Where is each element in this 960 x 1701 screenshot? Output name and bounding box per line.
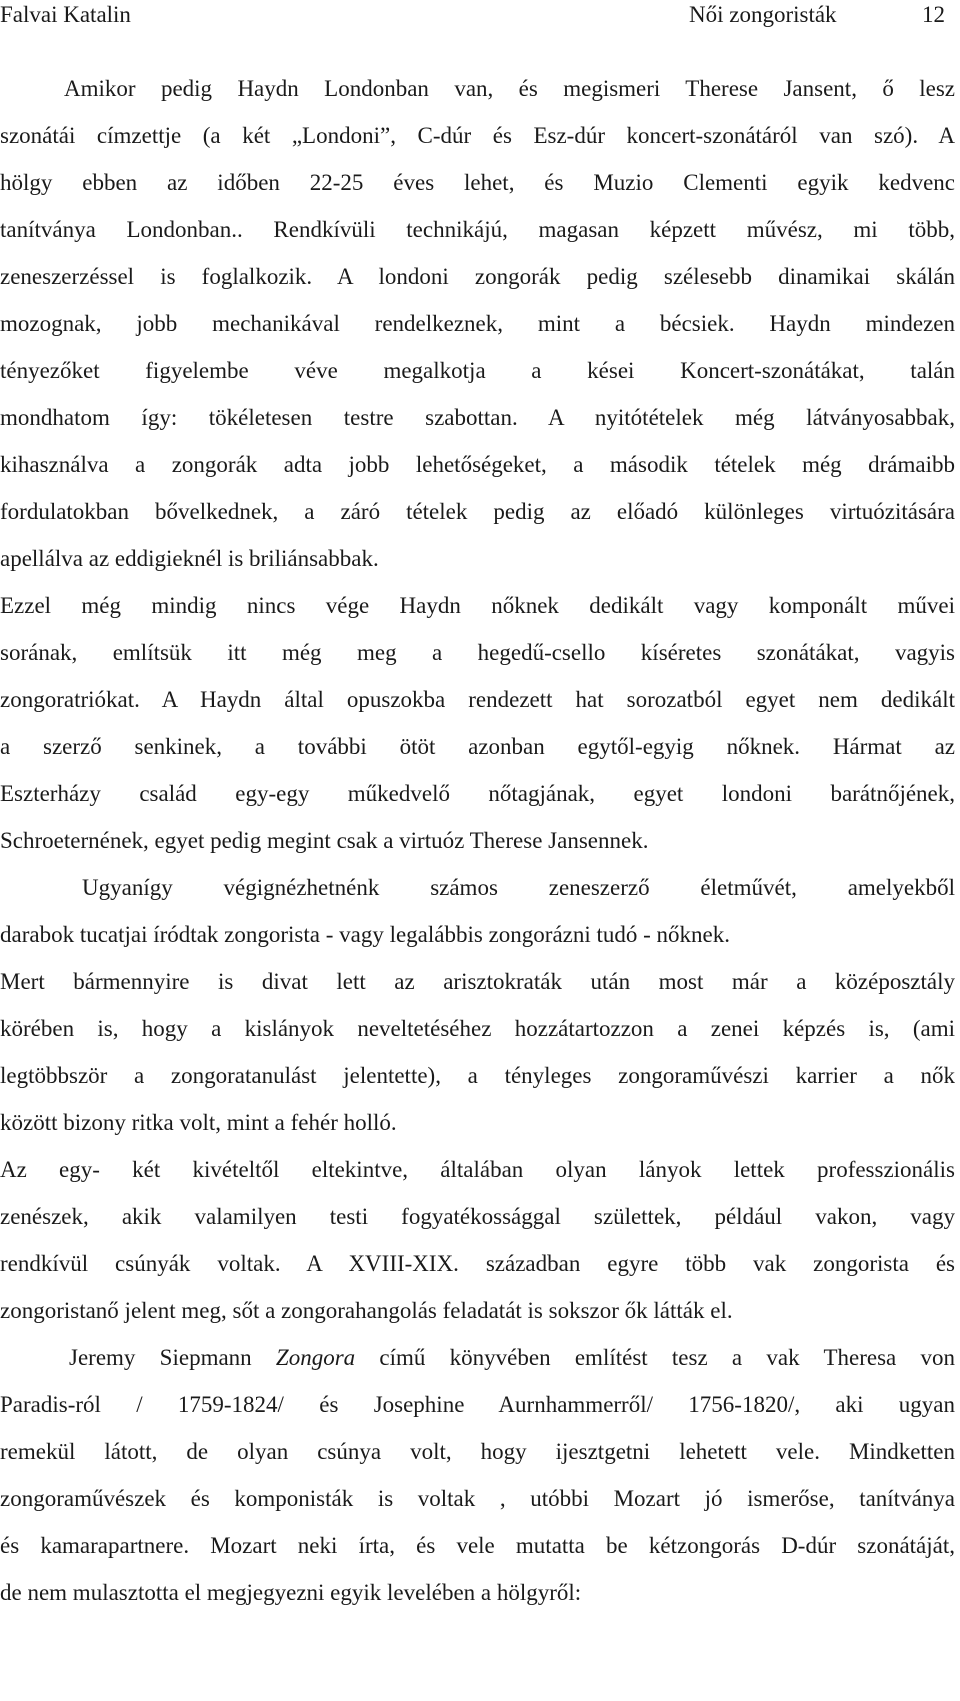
text-line: remekül látott, de olyan csúnya volt, hogy ijesztgetni lehetett vele. Mindketten	[0, 1439, 955, 1464]
text-line: fordulatokban bővelkednek, a záró tételek pedig az előadó különleges virtuózitására	[0, 499, 955, 524]
text-fragment: Jeremy Siepmann	[69, 1345, 276, 1370]
text-line: zeneszerzéssel is foglalkozik. A londoni zongorák pedig szélesebb dinamikai skálán	[0, 264, 955, 289]
text-line: Schroeternének, egyet pedig megint csak a virtuóz Therese Jansennek.	[0, 828, 649, 853]
text-line: között bizony ritka volt, mint a fehér holló.	[0, 1110, 397, 1135]
text-line: mondhatom így: tökéletesen testre szabottan. A nyitótételek még látványosabbak,	[0, 405, 955, 430]
text-line: kihasználva a zongorák adta jobb lehetőségeket, a második tételek még drámaibb	[0, 452, 955, 477]
header-author: Falvai Katalin	[0, 2, 131, 27]
text-line: tényezőket figyelembe véve megalkotja a kései Koncert-szonátákat, talán	[0, 358, 955, 383]
text-line: rendkívül csúnyák voltak. A XVIII-XIX. században egyre több vak zongorista és	[0, 1251, 955, 1276]
book-title: Zongora	[275, 1345, 356, 1370]
text-line: Amikor pedig Haydn Londonban van, és megismeri Therese Jansent, ő lesz	[64, 76, 955, 101]
text-line: és kamarapartnere. Mozart neki írta, és vele mutatta be kétzongorás D-dúr szonátáját,	[0, 1533, 955, 1558]
text-line	[0, 1334, 955, 1381]
text-line: körében is, hogy a kislányok neveltetéséhez hozzátartozzon a zenei képzés is, (ami	[0, 1016, 955, 1041]
paragraph-middle-class	[0, 958, 955, 1146]
text-line: szonátái címzettje (a két „Londoni”, C-dúr és Esz-dúr koncert-szonátáról van szó). A	[0, 123, 955, 148]
text-line: Paradis-ról / 1759-1824/ és Josephine Aurnhammerről/ 1756-1820/, aki ugyan	[0, 1392, 955, 1417]
paragraph-haydn-london	[0, 65, 955, 582]
text-line: Ugyanígy végignézhetnénk számos zeneszerző életművét, amelyekből	[82, 875, 955, 900]
text-line: Mert bármennyire is divat lett az arisztokraták után most már a középosztály	[0, 969, 955, 994]
text-line: tanítványa Londonban.. Rendkívüli technikájú, magasan képzett művész, mi több,	[0, 217, 955, 242]
text-line: legtöbbször a zongoratanulást jelentette), a tényleges zongoraművészi karrier a nők	[0, 1063, 955, 1088]
text-line: zongoristanő jelent meg, sőt a zongorahangolás feladatát is sokszor ők látták el.	[0, 1298, 733, 1323]
text-line: Eszterházy család egy-egy műkedvelő nőtagjának, egyet londoni barátnőjének,	[0, 781, 955, 806]
text-fragment: című könyvében említést tesz a vak Theresa von	[355, 1345, 955, 1370]
text-line: Az egy- két kivételtől eltekintve, általában olyan lányok lettek professzionális	[0, 1157, 955, 1182]
paragraph-haydn-dedications	[0, 582, 955, 864]
text-line: a szerző senkinek, a további ötöt azonban egytől-egyig nőknek. Hármat az	[0, 734, 955, 759]
text-line: mozognak, jobb mechanikával rendelkeznek, mint a bécsiek. Haydn mindezen	[0, 311, 955, 336]
page-header	[0, 0, 945, 30]
header-title: Női zongoristák	[689, 2, 837, 27]
text-line: zongoratriókat. A Haydn által opuszokba rendezett hat sorozatból egyet nem dedikált	[0, 687, 955, 712]
text-line: zenészek, akik valamilyen testi fogyatékossággal születtek, például vakon, vagy	[0, 1204, 955, 1229]
page-number: 12	[922, 2, 945, 27]
text-line: de nem mulasztotta el megjegyezni egyik levelében a hölgyről:	[0, 1580, 582, 1605]
paragraph-siepmann	[0, 1334, 955, 1616]
paragraph-composers	[0, 864, 955, 958]
text-line: sorának, említsük itt még meg a hegedű-csello kíséretes szonátákat, vagyis	[0, 640, 955, 665]
paragraph-exceptions	[0, 1146, 955, 1334]
text-line: darabok tucatjai íródtak zongorista - vagy legalábbis zongorázni tudó - nőknek.	[0, 922, 731, 947]
text-line: Ezzel még mindig nincs vége Haydn nőknek dedikált vagy komponált művei	[0, 593, 955, 618]
text-line: apellálva az eddigieknél is briliánsabbak.	[0, 546, 379, 571]
text-line: hölgy ebben az időben 22-25 éves lehet, és Muzio Clementi egyik kedvenc	[0, 170, 955, 195]
text-line: zongoraművészek és komponisták is voltak , utóbbi Mozart jó ismerőse, tanítványa	[0, 1486, 955, 1511]
